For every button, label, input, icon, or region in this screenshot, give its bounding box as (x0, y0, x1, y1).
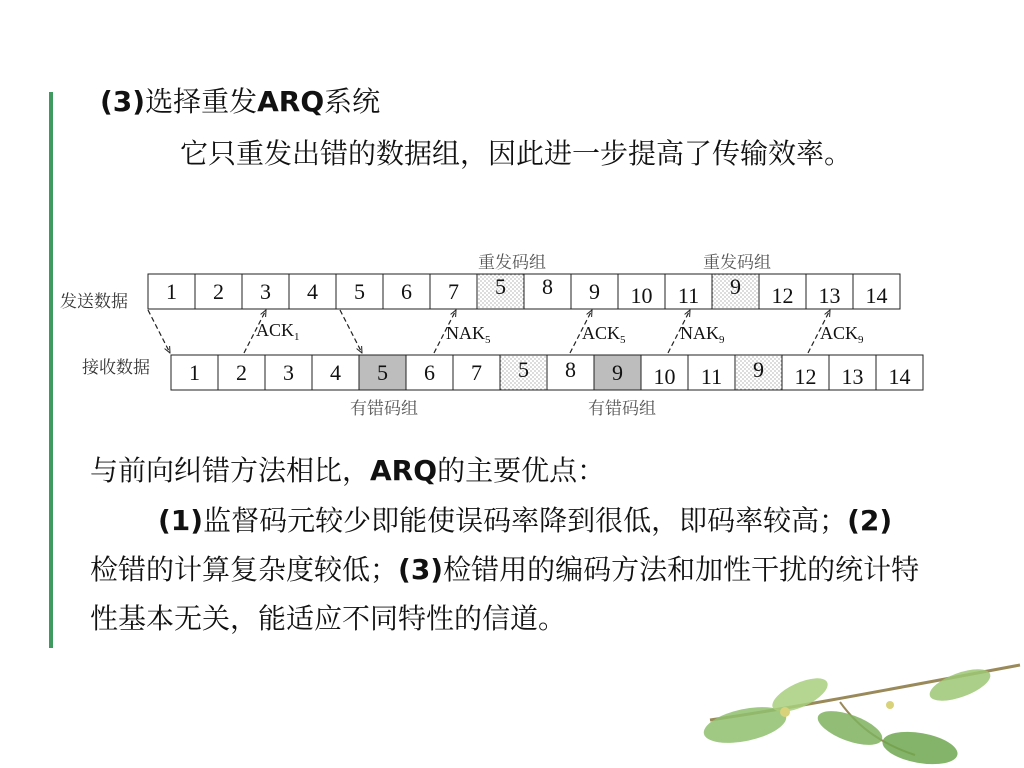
frame-number: 3 (283, 360, 294, 385)
feedback-index: 5 (620, 334, 626, 346)
frame-number: 11 (700, 364, 723, 389)
frame-number: 1 (189, 360, 200, 385)
advantage-2-text: 检错的计算复杂度较低； (90, 553, 399, 586)
flower-bud (886, 701, 894, 709)
feedback-label (680, 323, 725, 346)
frame-number: 11 (677, 283, 700, 308)
recv-label: 接收数据 (82, 358, 150, 378)
frame-number: 9 (612, 360, 623, 385)
intro-paragraph: 它只重发出错的数据组，因此进一步提高了传输效率。 (180, 137, 853, 170)
feedback-index: 9 (719, 334, 725, 346)
resend-label-1: 重发码组 (478, 253, 546, 273)
advantages-title-arq: ARQ (370, 454, 438, 487)
feedback-label (820, 323, 864, 346)
advantage-2-number: (2) (847, 504, 893, 537)
feedback-kind: NAK (680, 323, 719, 343)
feedback-index: 1 (294, 331, 300, 343)
leaf-shape (926, 663, 994, 707)
frame-number: 12 (771, 283, 794, 308)
frame-number: 8 (542, 274, 553, 299)
frame-number: 12 (794, 364, 817, 389)
frame-number: 4 (307, 279, 318, 304)
frame-number: 1 (166, 279, 177, 304)
heading-text-suffix: 系统 (324, 85, 381, 118)
frame-number: 8 (565, 357, 576, 382)
advantage-1-number: (1) (158, 504, 204, 537)
feedback-label (446, 323, 491, 346)
frame-number: 2 (213, 279, 224, 304)
frame-number: 2 (236, 360, 247, 385)
section-heading (100, 82, 380, 122)
frame-number: 10 (653, 364, 676, 389)
frame-number: 9 (730, 274, 741, 299)
heading-number: (3) (100, 85, 146, 118)
advantage-3-number: (3) (398, 553, 444, 586)
frame-number: 9 (589, 279, 600, 304)
leaf-shape (814, 704, 887, 752)
advantages-title (90, 448, 605, 494)
frame-number: 7 (471, 360, 482, 385)
feedback-kind: ACK (256, 320, 295, 340)
frame-number: 5 (377, 360, 388, 385)
feedback-kind: NAK (446, 323, 485, 343)
heading-text: 选择重发 (145, 85, 258, 118)
flower-bud (780, 707, 790, 717)
frame-number: 14 (888, 364, 911, 389)
error-label-2: 有错码组 (588, 399, 656, 419)
advantages-title-suffix: 的主要优点： (437, 454, 606, 487)
feedback-index: 9 (858, 334, 864, 346)
frame-number: 3 (260, 279, 271, 304)
recv-row (171, 355, 923, 390)
frame-number: 6 (401, 279, 412, 304)
frame-number: 14 (865, 283, 888, 308)
frame-number: 13 (818, 283, 841, 308)
send-arrow (148, 310, 170, 353)
heading-arq: ARQ (257, 85, 325, 118)
frame-number: 5 (495, 274, 506, 299)
frame-number: 10 (630, 283, 653, 308)
feedback-index: 5 (485, 334, 491, 346)
frame-number: 4 (330, 360, 341, 385)
advantage-3-text: 检错用的编码方法和加性干扰的统计特性基本无关，能适应不同特性的信道。 (90, 553, 920, 635)
feedback-label (582, 323, 626, 346)
send-row (148, 274, 900, 309)
advantages-title-text: 与前向纠错方法相比， (90, 454, 371, 487)
arq-diagram (0, 240, 1024, 430)
error-label-1: 有错码组 (350, 399, 418, 419)
resend-label-2: 重发码组 (703, 253, 771, 273)
frame-number: 13 (841, 364, 864, 389)
frame-number: 9 (753, 357, 764, 382)
leaf-shape (880, 727, 960, 768)
transmission-arrows (148, 310, 830, 353)
advantages-paragraph (90, 496, 920, 643)
feedback-kind: ACK (582, 323, 621, 343)
leaf-branch-decoration (690, 650, 1024, 768)
frame-number: 5 (518, 357, 529, 382)
send-arrow (340, 310, 362, 353)
frame-number: 6 (424, 360, 435, 385)
ack-labels (256, 320, 864, 346)
feedback-kind: ACK (820, 323, 859, 343)
advantage-1-text: 监督码元较少即能使误码率降到很低，即码率较高； (203, 504, 848, 537)
frame-number: 7 (448, 279, 459, 304)
send-label: 发送数据 (60, 292, 128, 312)
frame-number: 5 (354, 279, 365, 304)
feedback-label (256, 320, 300, 343)
